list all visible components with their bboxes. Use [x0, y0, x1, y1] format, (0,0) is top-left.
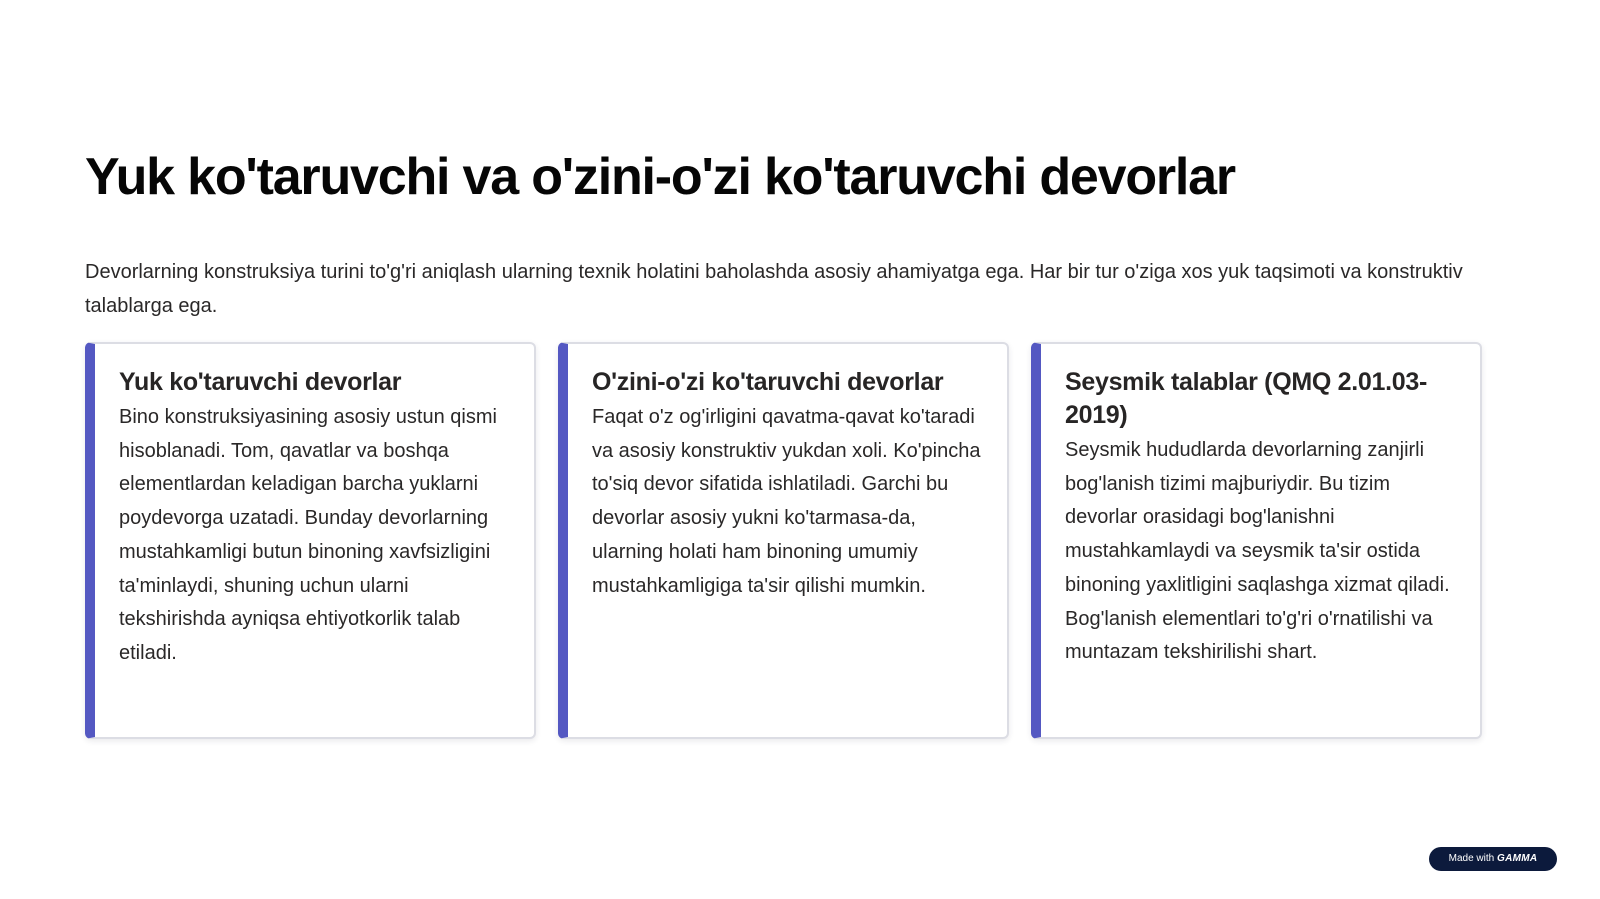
- card-heading: O'zini-o'zi ko'taruvchi devorlar: [592, 368, 944, 396]
- slide-intro: Devorlarning konstruksiya turini to'g'ri aniqlash ularning texnik holatini baholashda asosiy ahamiyatga ega. Har bir tur o'ziga xos yuk taqsimoti va konstruktiv talablarga ega.: [85, 261, 1463, 317]
- card-heading: Yuk ko'taruvchi devorlar: [119, 368, 402, 396]
- badge-prefix: Made with: [1448, 853, 1495, 864]
- slide-title: Yuk ko'taruvchi va o'zini-o'zi ko'taruvchi devorlar: [85, 148, 1235, 206]
- gamma-logo: GAMMA: [1496, 853, 1538, 864]
- card-body: Seysmik hududlarda devorlarning zanjirli bog'lanish tizimi majburiydir. Bu tizim devorlar orasidagi bog'lanishni mustahkamlaydi va seysmik ta'sir ostida binoning yaxlitligini saqlashga xizmat qiladi. Bog'lanish elementlari to'g'ri o'rnatilishi va muntazam tekshirilishi shart.: [1065, 439, 1450, 664]
- card-load-bearing-walls: [85, 342, 536, 739]
- card-seismic-requirements: [1031, 342, 1482, 739]
- card-heading: Seysmik talablar (QMQ 2.01.03-2019): [1065, 368, 1428, 429]
- card-body: Faqat o'z og'irligini qavatma-qavat ko'taradi va asosiy konstruktiv yukdan xoli. Ko'pincha to'siq devor sifatida ishlatiladi. Garchi bu devorlar asosiy yukni ko'tarmasa-da, ularning holati ham binoning umumiy mustahkamligiga ta'sir qilishi mumkin.: [592, 406, 981, 597]
- card-body: Bino konstruksiyasining asosiy ustun qismi hisoblanadi. Tom, qavatlar va boshqa elementlardan keladigan barcha yuklarni poydevorga uzatadi. Bunday devorlarning mustahkamligi butun binoning xavfsizligini ta'minlaydi, shuning uchun ularni tekshirishda ayniqsa ehtiyotkorlik talab etiladi.: [119, 406, 497, 664]
- made-with-gamma-button[interactable]: [1429, 847, 1557, 871]
- card-self-supporting-walls: [558, 342, 1009, 739]
